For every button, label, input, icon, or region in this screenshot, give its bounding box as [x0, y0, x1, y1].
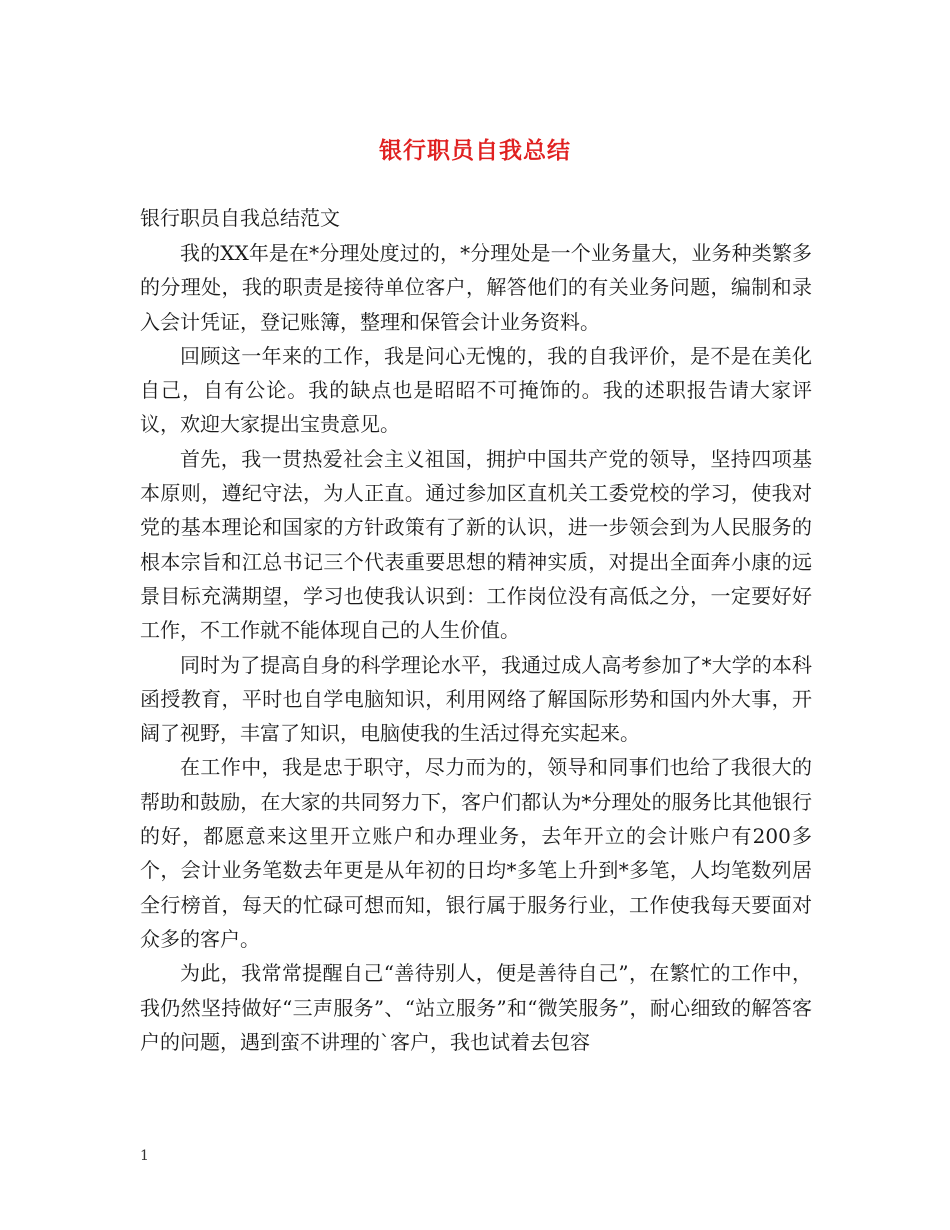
document-subtitle: 银行职员自我总结范文 — [140, 206, 340, 230]
document-title: 银行职员自我总结 — [379, 137, 571, 164]
page-number: 1 — [140, 1148, 149, 1164]
paragraph: 同时为了提高自身的科学理论水平，我通过成人高考参加了*大学的本科函授教育，平时也自学电脑知识，利用网络了解国际形势和国内外大事，开阔了视野，丰富了知识，电脑使我的生活过得充实起来。 — [140, 652, 812, 746]
paragraph: 回顾这一年来的工作，我是问心无愧的，我的自我评价，是不是在美化自己，自有公论。我的缺点也是昭昭不可掩饰的。我的述职报告请大家评议，欢迎大家提出宝贵意见。 — [140, 343, 812, 437]
paragraph: 为此，我常常提醒自己“善待别人，便是善待自己”，在繁忙的工作中，我仍然坚持做好“三声服务”、“站立服务”和“微笑服务”，耐心细致的解答客户的问题，遇到蛮不讲理的`客户，我也试着去包容 — [140, 961, 812, 1054]
paragraph: 我的XX年是在*分理处度过的，*分理处是一个业务量大，业务种类繁多的分理处，我的职责是接待单位客户，解答他们的有关业务问题，编制和录入会计凭证，登记账簿，整理和保管会计业务资料。 — [140, 241, 812, 334]
document-body — [140, 236, 812, 1059]
paragraph: 在工作中，我是忠于职守，尽力而为的，领导和同事们也给了我很大的帮助和鼓励，在大家的共同努力下，客户们都认为*分理处的服务比其他银行的好，都愿意来这里开立账户和办理业务，去年开立的会计账户有200多个，会计业务笔数去年更是从年初的日均*多笔上升到*多笔，人均笔数列居全行榜首，每天的忙碌可想而知，银行属于服务行业，工作使我每天要面对众多的客户。 — [140, 755, 812, 951]
paragraph: 首先，我一贯热爱社会主义祖国，拥护中国共产党的领导，坚持四项基本原则，遵纪守法，为人正直。通过参加区直机关工委党校的学习，使我对党的基本理论和国家的方针政策有了新的认识，进一步领会到为人民服务的根本宗旨和江总书记三个代表重要思想的精神实质，对提出全面奔小康的远景目标充满期望，学习也使我认识到：工作岗位没有高低之分，一定要好好工作，不工作就不能体现自己的人生价值。 — [140, 446, 812, 643]
